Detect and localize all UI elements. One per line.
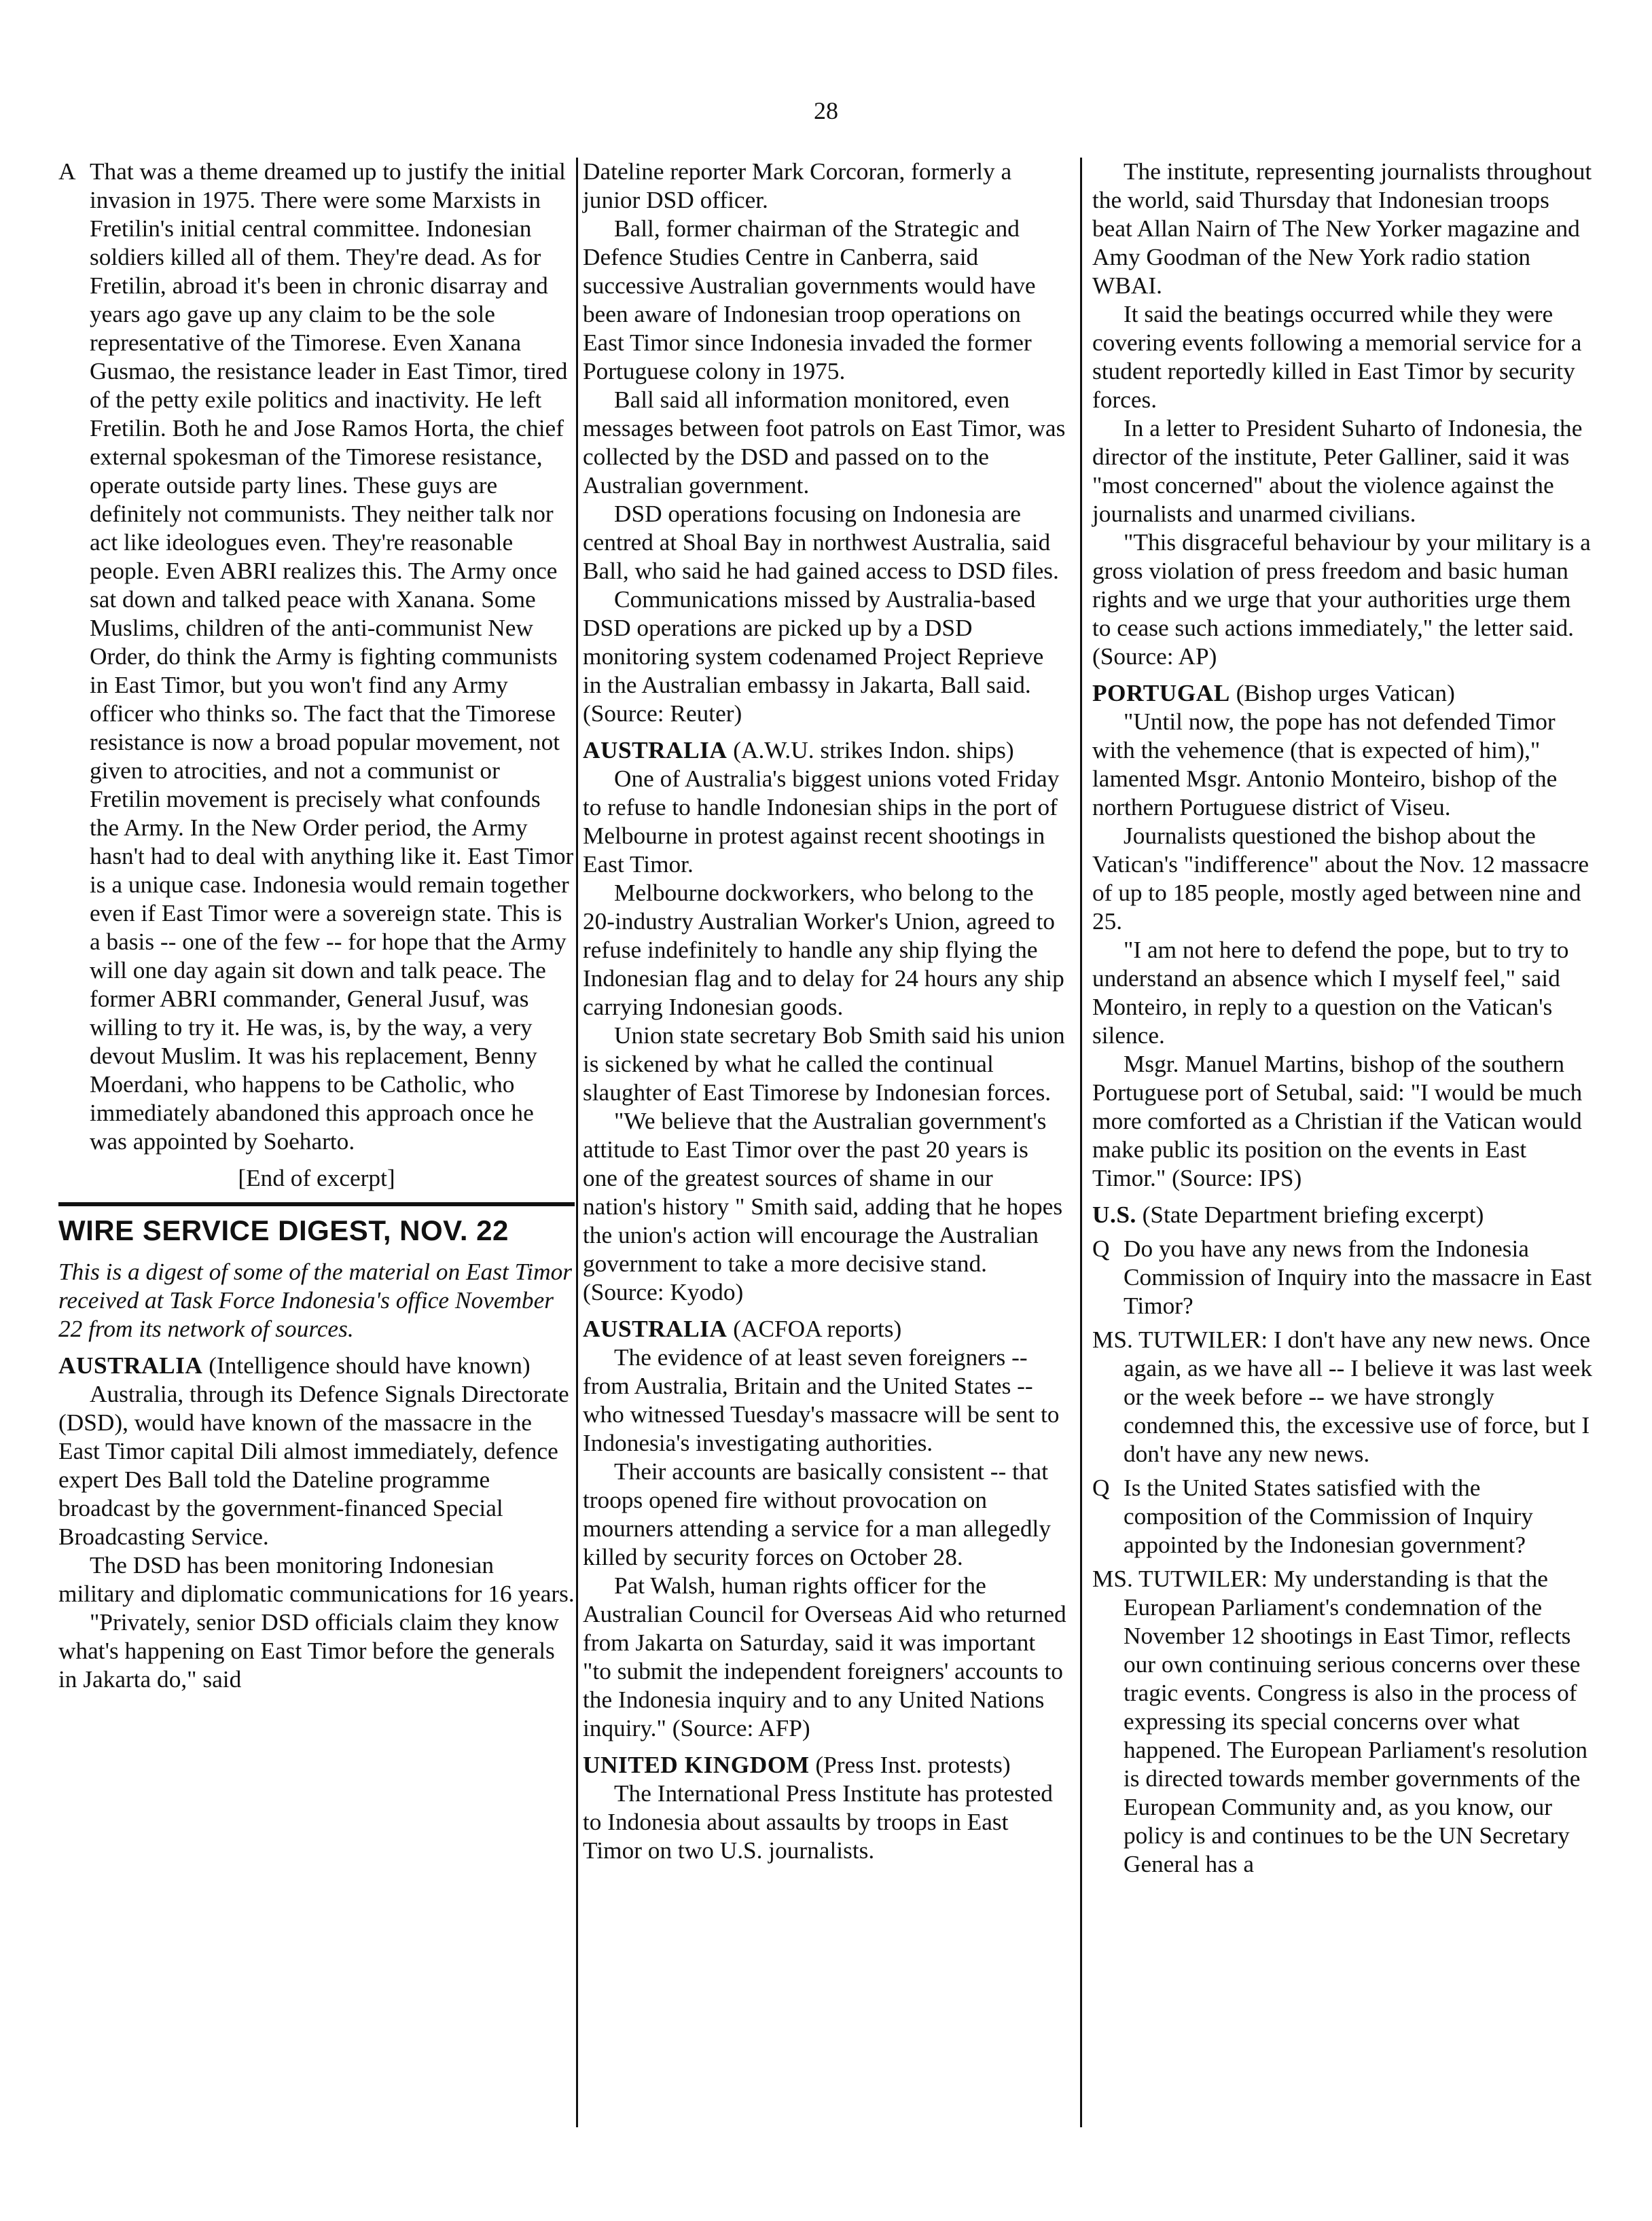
paragraph: Ball said all information monitored, even messages between foot patrols on East Timor, was collected by the DSD and passed on to the Australian government. — [583, 386, 1066, 499]
answer-label: A — [58, 158, 76, 185]
digest-intro: This is a digest of some of the material on East Timor received at Task Force Indonesia's office November 22 from its network of sources. — [58, 1259, 572, 1342]
paragraph: The International Press Institute has protested to Indonesia about assaults by troops in East Timor on two U.S. journalists. — [583, 1780, 1053, 1864]
section-heading: UNITED KINGDOM (Press Inst. protests) — [583, 1752, 1011, 1778]
end-note: [End of excerpt] — [238, 1165, 395, 1191]
column-divider — [1080, 158, 1082, 2127]
column-2 — [583, 158, 1068, 1865]
paragraph: It said the beatings occurred while they were covering events following a memorial service for a student reportedly killed in East Timor by security forces. — [1092, 301, 1582, 413]
paragraph: "This disgraceful behaviour by your military is a gross violation of press freedom and basic human rights and we urge that your authorities urge them to cease such actions immediately," the letter said. (Source: AP) — [1092, 529, 1591, 670]
paragraph: Ball, former chairman of the Strategic and Defence Studies Centre in Canberra, said successive Australian governments would have been aware of Indonesian troop operations on East Timor since Indonesia invaded the former Portuguese colony in 1975. — [583, 215, 1036, 384]
paragraph: "Until now, the pope has not defended Timor with the vehemence (that is expected of him)," lamented Msgr. Antonio Monteiro, bishop of the northern Portuguese district of Viseu. — [1092, 708, 1558, 820]
page-number: 28 — [814, 97, 838, 124]
qa-item: Q Do you have any news from the Indonesia Commission of Inquiry into the massacre in East Timor? — [1092, 1235, 1592, 1319]
paragraph: "We believe that the Australian government's attitude to East Timor over the past 20 years is one of the greatest sources of shame in our nation's history " Smith said, adding that he hopes the union's action will encourage the Australian government to take a more decisive stand. (Source: Kyodo) — [583, 1108, 1063, 1305]
qa-item: Q Is the United States satisfied with the composition of the Commission of Inquiry appointed by the Indonesian government? — [1092, 1475, 1533, 1558]
paragraph: Journalists questioned the bishop about the Vatican's "indifference" about the Nov. 12 massacre of up to 185 people, mostly aged between nine and 25. — [1092, 823, 1590, 935]
paragraph: Their accounts are basically consistent -- that troops opened fire without provocation on mourners attending a service for a man allegedly killed by security forces on October 28. — [583, 1458, 1051, 1570]
paragraph: "I am not here to defend the pope, but to try to understand an absence which I myself feel," said Monteiro, in reply to a question on the Vatican's silence. — [1092, 937, 1569, 1049]
paragraph: DSD operations focusing on Indonesia are centred at Shoal Bay in northwest Australia, said Ball, who said he had gained access to DSD files. — [583, 501, 1059, 584]
paragraph: Msgr. Manuel Martins, bishop of the southern Portuguese port of Setubal, said: "I would be much more comforted as a Christian if the Vatican would make public its position on the events in East Timor." (Source: IPS) — [1092, 1051, 1583, 1191]
paragraph: The DSD has been monitoring Indonesian military and diplomatic communications for 16 years. — [58, 1552, 575, 1607]
qa-item: MS. TUTWILER: My understanding is that the European Parliament's condemnation of the November 12 shootings in East Timor, reflects our own continuing serious concerns over these tragic events. Congress is also in the process of expressing its special concerns over what happened. The European Parliament's resolution is directed towards member governments of the European Community and, as you know, our policy is and continues to be the UN Secretary General has a — [1092, 1566, 1588, 1877]
paragraph: Melbourne dockworkers, who belong to the 20-industry Australian Worker's Union, agreed to refuse indefinitely to handle any ship flying the Indonesian flag and to delay for 24 hours any ship carrying Indonesian goods. — [583, 880, 1064, 1020]
paragraph: Australia, through its Defence Signals Directorate (DSD), would have known of the massacre in the East Timor capital Dili almost immediately, defence expert Des Ball told the Dateline programme broadcast by the government-financed Special Broadcasting Service. — [58, 1381, 569, 1550]
paragraph: Pat Walsh, human rights officer for the Australian Council for Overseas Aid who returned from Jakarta on Saturday, said it was important "to submit the independent foreigners' accounts to the Indonesia inquiry and to any United Nations inquiry." (Source: AFP) — [583, 1572, 1066, 1741]
column-divider — [576, 158, 578, 2127]
paragraph: One of Australia's biggest unions voted Friday to refuse to handle Indonesian ships in the port of Melbourne in protest against recent shootings in East Timor. — [583, 765, 1060, 878]
paragraph: In a letter to President Suharto of Indonesia, the director of the institute, Peter Galliner, said it was "most concerned" about the violence against the journalists and unarmed civilians. — [1092, 415, 1583, 527]
section-heading: PORTUGAL (Bishop urges Vatican) — [1092, 680, 1455, 706]
paragraph: Dateline reporter Mark Corcoran, formerly a junior DSD officer. — [583, 158, 1012, 213]
section-heading: AUSTRALIA (Intelligence should have known) — [58, 1352, 531, 1379]
paragraph: Communications missed by Australia-based DSD operations are picked up by a DSD monitoring system codenamed Project Reprieve in the Australian embassy in Jakarta, Ball said. (Source: Reuter) — [583, 586, 1044, 727]
paragraph: The evidence of at least seven foreigners -- from Australia, Britain and the United States -- who witnessed Tuesday's massacre will be sent to Indonesia's investigating authorities. — [583, 1344, 1060, 1456]
section-heading: U.S. (State Department briefing excerpt) — [1092, 1202, 1484, 1228]
paragraph: "Privately, senior DSD officials claim they know what's happening on East Timor before the generals in Jakarta do," said — [58, 1609, 559, 1693]
paragraph: Union state secretary Bob Smith said his union is sickened by what he called the continual slaughter of East Timorese by Indonesian forces. — [583, 1022, 1065, 1106]
section-heading: AUSTRALIA (A.W.U. strikes Indon. ships) — [583, 737, 1014, 763]
column-3 — [1092, 158, 1595, 1879]
paragraph: The institute, representing journalists throughout the world, said Thursday that Indonesian troops beat Allan Nairn of The New Yorker magazine and Amy Goodman of the New York radio station WBAI. — [1092, 158, 1592, 299]
interview-answer: A That was a theme dreamed up to justify the initial invasion in 1975. There were some Marxists in Fretilin's initial central committee. Indonesian soldiers killed all of them. They're dead. As for Fretilin, abroad it's been in chronic disarray and years ago gave up any claim to be the sole representative of the Timorese. Even Xanana Gusmao, the resistance leader in East Timor, tired of the petty exile politics and inactivity. He left Fretilin. Both he and Jose Ramos Horta, the chief external spokesman of the Timorese resistance, operate outside party lines. These guys are definitely not communists. They neither talk nor act like ideologues even. They're reasonable people. Even ABRI realizes this. The Army once sat down and talked peace with Xanana. Some Muslims, children of the anti-communist New Order, do think the Army is fighting communists in East Timor, but you won't find any Army officer who thinks so. The fact that the Timorese resistance is now a broad popular movement, not given to atrocities, and not a communist or Fretilin movement is precisely what confounds the Army. In the New Order period, the Army hasn't had to deal with anything like it. East Timor is a unique case. Indonesia would remain together even if East Timor were a sovereign state. This is a basis -- one of the few -- for hope that the Army will one day again sit down and talk peace. The former ABRI commander, General Jusuf, was willing to try it. He was, is, by the way, a very devout Muslim. It was his replacement, Benny Moerdani, who happens to be Catholic, who immediately abandoned this approach once he was appointed by Soeharto. — [58, 158, 574, 1155]
qa-item: MS. TUTWILER: I don't have any new news. Once again, as we have all -- I believe it was last week or the week before -- we have strongly condemned this, the excessive use of force, but I don't have any new news. — [1092, 1326, 1592, 1467]
column-1 — [58, 158, 575, 1694]
digest-title: WIRE SERVICE DIGEST, NOV. 22 — [58, 1202, 575, 1248]
section-heading: AUSTRALIA (ACFOA reports) — [583, 1316, 902, 1342]
